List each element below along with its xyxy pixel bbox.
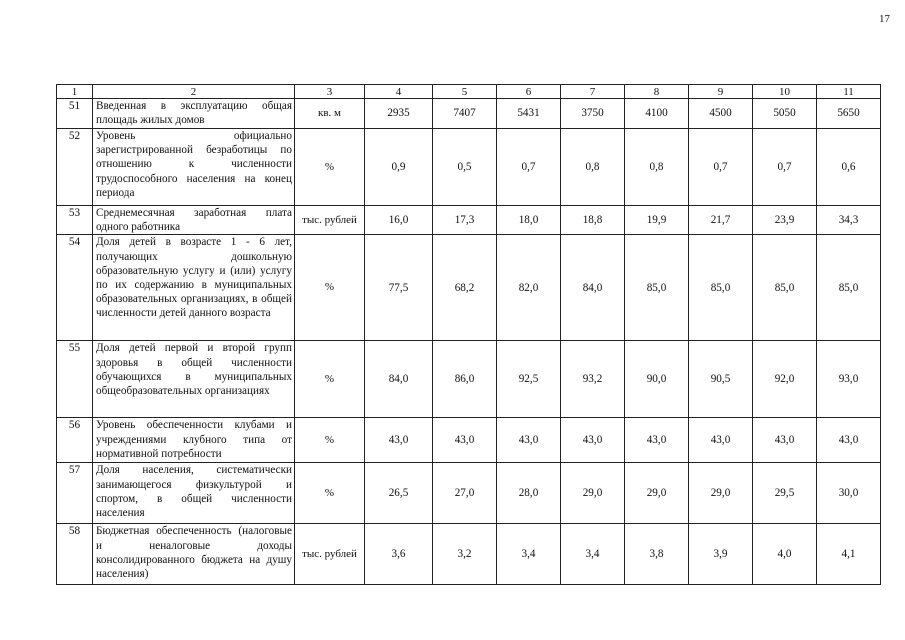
value-cell: 4,0: [753, 524, 817, 585]
value-cell: 43,0: [433, 418, 497, 463]
row-number: 51: [57, 99, 93, 129]
value-cell: 85,0: [689, 235, 753, 341]
header-cell: 2: [93, 85, 295, 99]
value-cell: 0,5: [433, 129, 497, 206]
value-cell: 68,2: [433, 235, 497, 341]
header-row: [57, 85, 881, 99]
table-row: [57, 99, 881, 129]
indicator-name: Бюджетная обеспеченность (налоговые и неналоговые доходы консолидированного бюджета на душу населения): [93, 524, 295, 585]
value-cell: 4100: [625, 99, 689, 129]
value-cell: 86,0: [433, 341, 497, 418]
value-cell: 43,0: [561, 418, 625, 463]
value-cell: 0,8: [625, 129, 689, 206]
table-row: [57, 235, 881, 341]
unit-cell: тыс. рублей: [295, 524, 365, 585]
value-cell: 3,2: [433, 524, 497, 585]
header-cell: 10: [753, 85, 817, 99]
value-cell: 43,0: [625, 418, 689, 463]
value-cell: 29,5: [753, 463, 817, 524]
header-cell: 1: [57, 85, 93, 99]
value-cell: 43,0: [689, 418, 753, 463]
value-cell: 21,7: [689, 206, 753, 235]
page-number: 17: [879, 13, 890, 25]
value-cell: 3,4: [561, 524, 625, 585]
header-cell: 7: [561, 85, 625, 99]
value-cell: 18,8: [561, 206, 625, 235]
value-cell: 17,3: [433, 206, 497, 235]
table-row: [57, 341, 881, 418]
value-cell: 29,0: [625, 463, 689, 524]
value-cell: 4,1: [817, 524, 881, 585]
indicator-name: Уровень официально зарегистрированной безработицы по отношению к численности трудоспособного населения на конец периода: [93, 129, 295, 206]
unit-cell: %: [295, 235, 365, 341]
value-cell: 28,0: [497, 463, 561, 524]
value-cell: 82,0: [497, 235, 561, 341]
row-number: 57: [57, 463, 93, 524]
unit-cell: кв. м: [295, 99, 365, 129]
value-cell: 3,8: [625, 524, 689, 585]
value-cell: 5650: [817, 99, 881, 129]
value-cell: 77,5: [365, 235, 433, 341]
value-cell: 29,0: [561, 463, 625, 524]
value-cell: 0,7: [497, 129, 561, 206]
indicator-name: Среднемесячная заработная плата одного работника: [93, 206, 295, 235]
value-cell: 0,7: [689, 129, 753, 206]
value-cell: 43,0: [365, 418, 433, 463]
row-number: 53: [57, 206, 93, 235]
value-cell: 0,8: [561, 129, 625, 206]
header-cell: 4: [365, 85, 433, 99]
unit-cell: %: [295, 418, 365, 463]
value-cell: 0,6: [817, 129, 881, 206]
row-number: 54: [57, 235, 93, 341]
value-cell: 3,4: [497, 524, 561, 585]
header-cell: 6: [497, 85, 561, 99]
value-cell: 93,2: [561, 341, 625, 418]
value-cell: 2935: [365, 99, 433, 129]
header-cell: 9: [689, 85, 753, 99]
value-cell: 7407: [433, 99, 497, 129]
value-cell: 3,9: [689, 524, 753, 585]
value-cell: 85,0: [817, 235, 881, 341]
unit-cell: %: [295, 129, 365, 206]
value-cell: 29,0: [689, 463, 753, 524]
value-cell: 85,0: [625, 235, 689, 341]
value-cell: 84,0: [561, 235, 625, 341]
header-cell: 11: [817, 85, 881, 99]
value-cell: 43,0: [753, 418, 817, 463]
table-row: [57, 524, 881, 585]
unit-cell: %: [295, 341, 365, 418]
header-cell: 5: [433, 85, 497, 99]
row-number: 55: [57, 341, 93, 418]
row-number: 52: [57, 129, 93, 206]
value-cell: 5050: [753, 99, 817, 129]
value-cell: 85,0: [753, 235, 817, 341]
row-number: 58: [57, 524, 93, 585]
value-cell: 43,0: [497, 418, 561, 463]
indicator-name: Доля детей в возрасте 1 - 6 лет, получающих дошкольную образовательную услугу и (или) услугу по их содержанию в муниципальных образовательных организациях, в общей численности детей данного возраста: [93, 235, 295, 341]
value-cell: 90,0: [625, 341, 689, 418]
value-cell: 18,0: [497, 206, 561, 235]
value-cell: 43,0: [817, 418, 881, 463]
indicator-name: Введенная в эксплуатацию общая площадь жилых домов: [93, 99, 295, 129]
table-row: [57, 463, 881, 524]
value-cell: 30,0: [817, 463, 881, 524]
table-row: [57, 129, 881, 206]
value-cell: 0,7: [753, 129, 817, 206]
header-cell: 8: [625, 85, 689, 99]
value-cell: 90,5: [689, 341, 753, 418]
value-cell: 34,3: [817, 206, 881, 235]
header-cell: 3: [295, 85, 365, 99]
row-number: 56: [57, 418, 93, 463]
value-cell: 93,0: [817, 341, 881, 418]
value-cell: 16,0: [365, 206, 433, 235]
value-cell: 5431: [497, 99, 561, 129]
indicators-table: [56, 84, 881, 585]
value-cell: 3750: [561, 99, 625, 129]
table-row: [57, 206, 881, 235]
value-cell: 23,9: [753, 206, 817, 235]
value-cell: 3,6: [365, 524, 433, 585]
indicator-name: Доля населения, систематически занимающегося физкультурой и спортом, в общей численности населения: [93, 463, 295, 524]
value-cell: 4500: [689, 99, 753, 129]
value-cell: 84,0: [365, 341, 433, 418]
indicator-name: Доля детей первой и второй групп здоровья в общей численности обучающихся в муниципальных общеобразовательных организациях: [93, 341, 295, 418]
unit-cell: %: [295, 463, 365, 524]
value-cell: 26,5: [365, 463, 433, 524]
table-row: [57, 418, 881, 463]
value-cell: 92,5: [497, 341, 561, 418]
value-cell: 0,9: [365, 129, 433, 206]
indicator-name: Уровень обеспеченности клубами и учреждениями клубного типа от нормативной потребности: [93, 418, 295, 463]
value-cell: 27,0: [433, 463, 497, 524]
value-cell: 19,9: [625, 206, 689, 235]
unit-cell: тыс. рублей: [295, 206, 365, 235]
value-cell: 92,0: [753, 341, 817, 418]
